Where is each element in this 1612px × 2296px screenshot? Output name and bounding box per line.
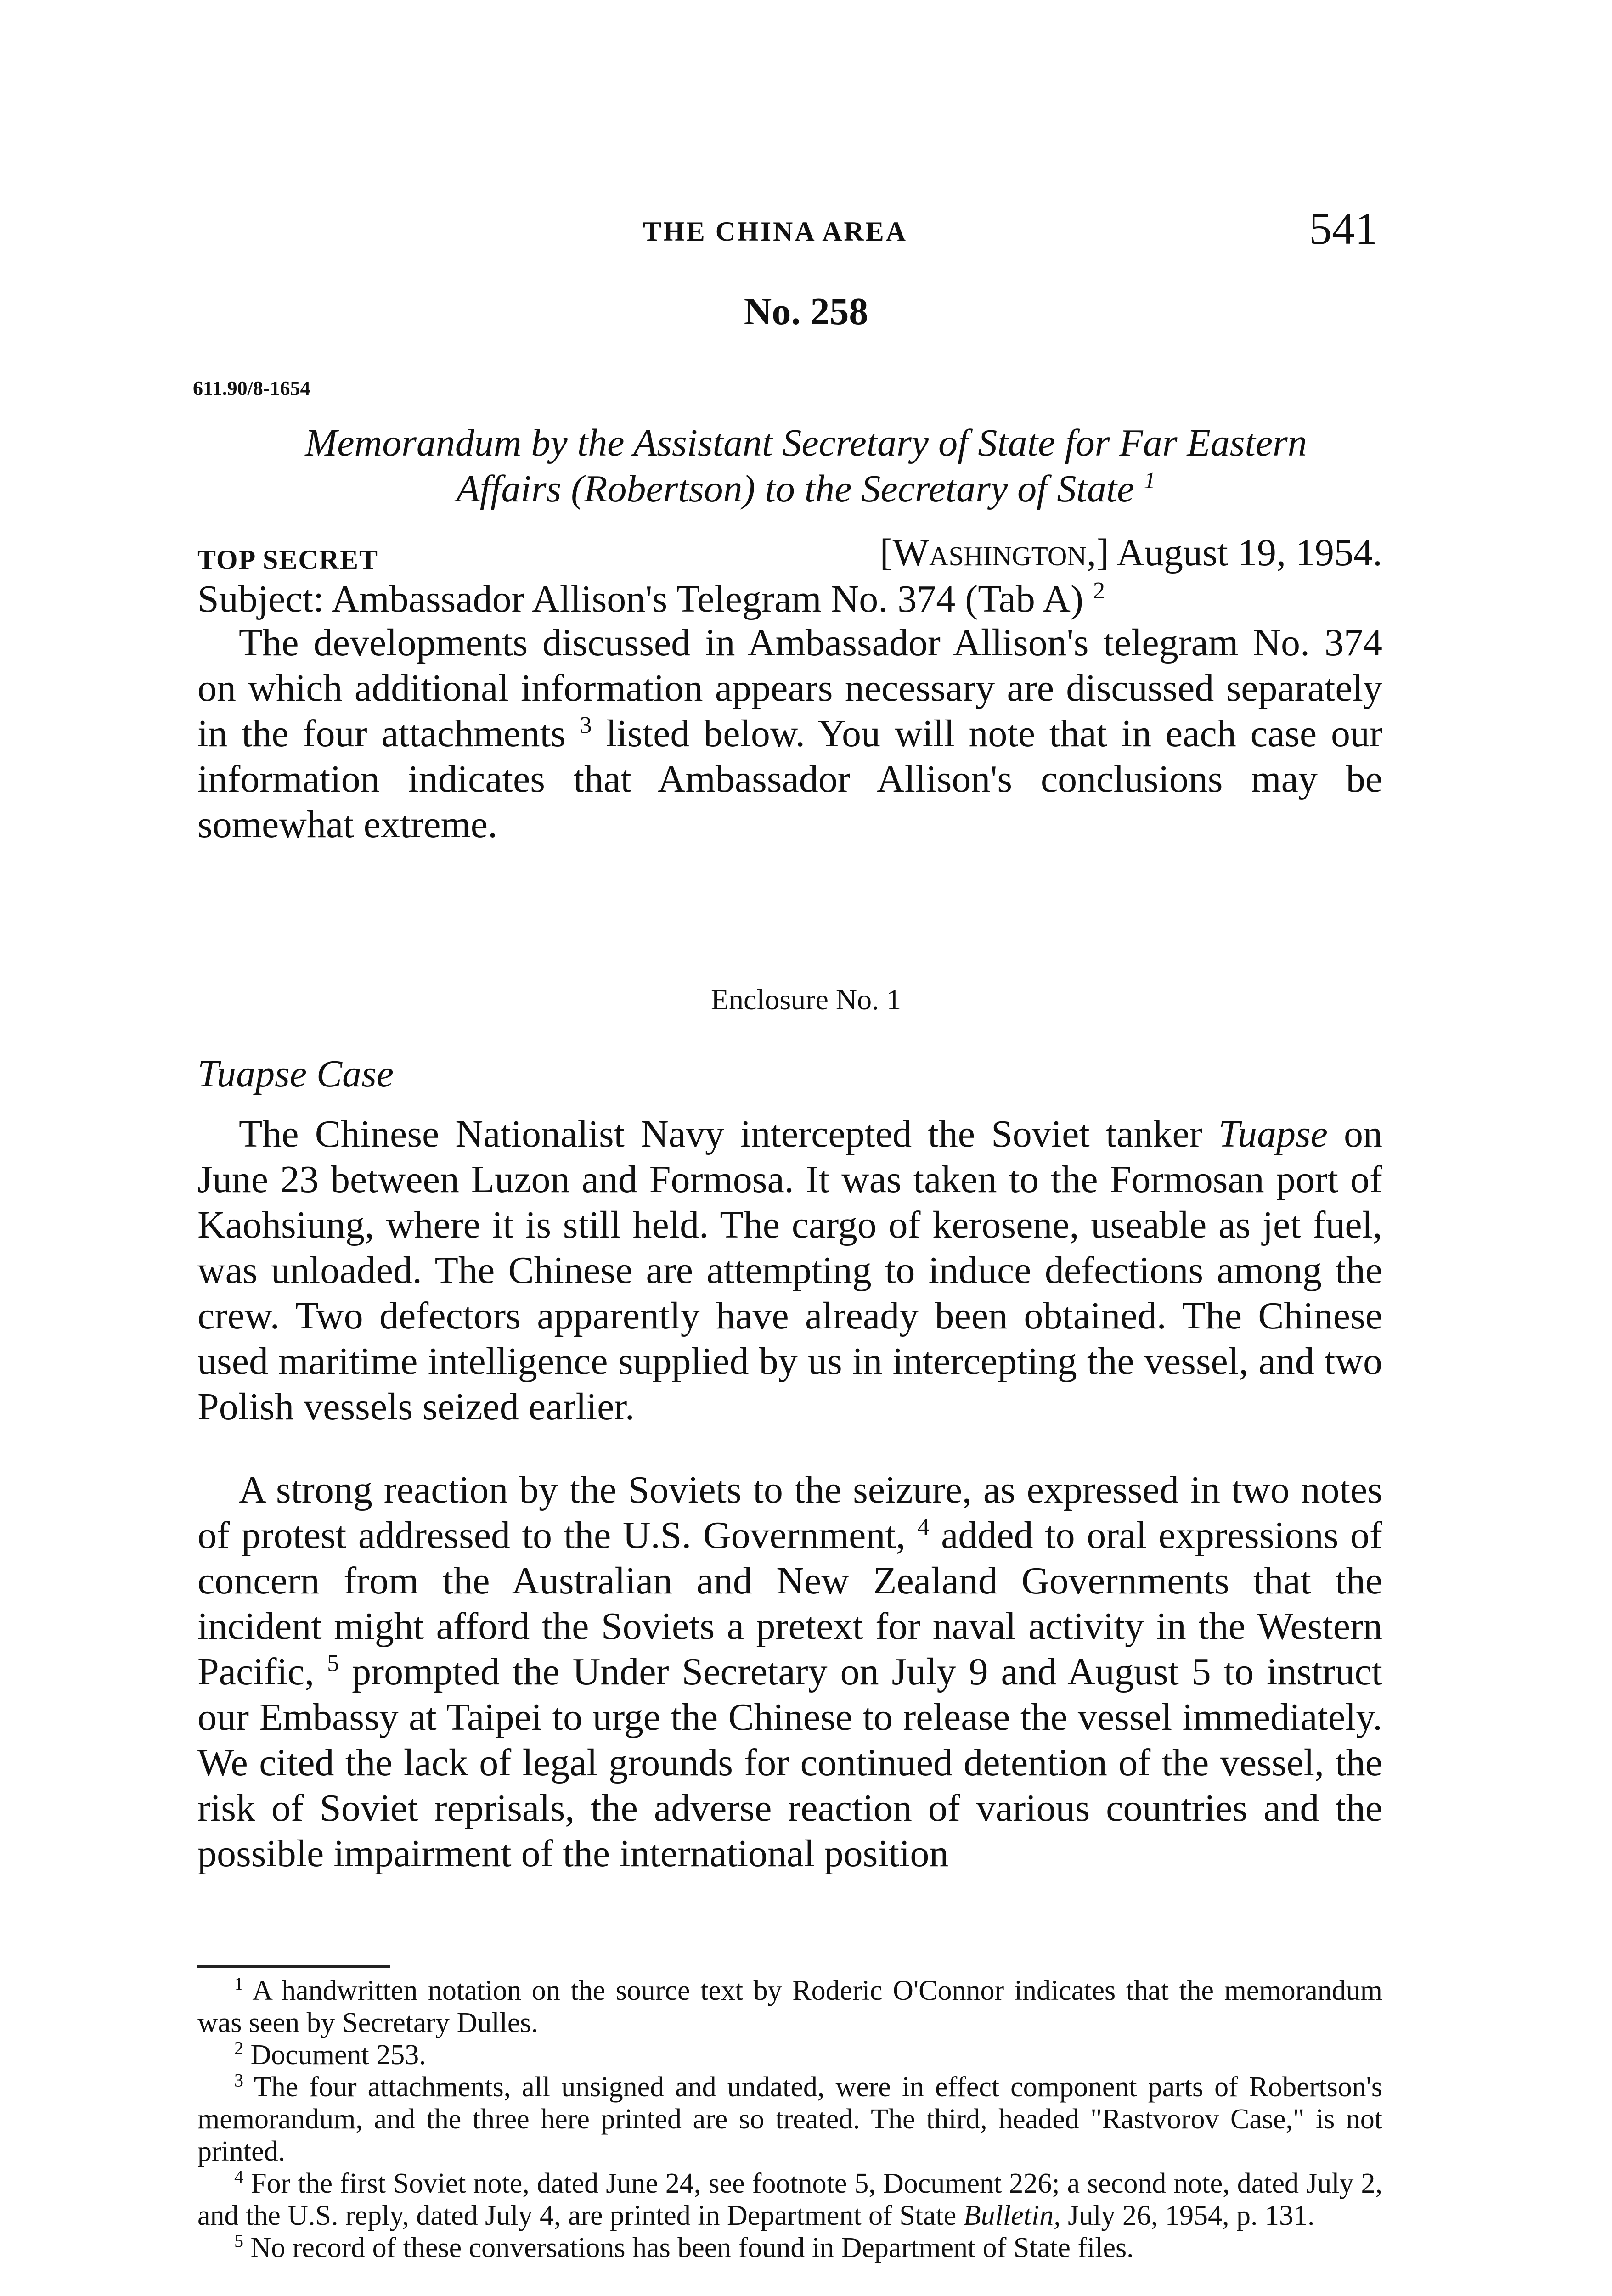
footnote-4-text-1: For the first Soviet note, dated June 24, see footnote 5, Document 226; a second note, dated July 2, and the U.S. reply, dated July 4, are printed in Department of State (197, 2168, 1382, 2231)
footnote-5-text: No record of these conversations has been found in Department of State files. (250, 2232, 1134, 2263)
subject-line (197, 576, 1382, 622)
dateline (880, 530, 1382, 575)
para2-part-1: A strong reaction by the Soviets to the seizure, as expressed in two notes of protest addressed to the U.S. Government, (197, 1469, 1382, 1557)
title-line-1: Memorandum by the Assistant Secretary of State for Far Eastern (305, 422, 1307, 464)
footnote-3-text: The four attachments, all unsigned and undated, were in effect component parts of Robertson's memorandum, and the three here printed are so treated. The third, headed "Rastvorov Case," is not printed. (197, 2071, 1382, 2167)
document-title (230, 420, 1382, 512)
footnote-4-marker: 4 (234, 2166, 243, 2187)
para2-footnote-ref-4: 4 (917, 1514, 930, 1540)
intro-part-2: listed below. You will note that in each case our information indicates that Ambassador Allison's conclusions may be somewhat extreme. (197, 712, 1383, 846)
ship-name: Tuapse (1218, 1113, 1328, 1155)
footnote-2 (197, 2039, 1382, 2071)
para1-part-2: on June 23 between Luzon and Formosa. It was taken to the Formosan port of Kaohsiung, where it is still held. The cargo of kerosene, useable as jet fuel, was unloaded. The Chinese are attempting to induce defections among the crew. Two defectors apparently have already been obtained. The Chinese used maritime intelligence supplied by us in intercepting the vessel, and two Polish vessels seized earlier. (197, 1113, 1383, 1428)
dateline-place: [Washington,] (879, 531, 1109, 574)
dateline-date: August 19, 1954. (1116, 531, 1382, 574)
footnote-2-text: Document 253. (250, 2039, 426, 2071)
subject-text: Subject: Ambassador Allison's Telegram No. 374 (Tab A) (197, 578, 1083, 620)
footnote-1-marker: 1 (234, 1973, 243, 1994)
running-title: THE CHINA AREA (643, 216, 908, 247)
footnote-5 (197, 2232, 1382, 2264)
page-number: 541 (1309, 203, 1378, 254)
intro-paragraph (197, 620, 1382, 847)
para2-footnote-ref-5: 5 (327, 1650, 339, 1677)
file-reference: 611.90/8-1654 (193, 377, 310, 400)
footnote-3-marker: 3 (234, 2070, 243, 2091)
footnote-1 (197, 1975, 1382, 2039)
title-footnote-ref: 1 (1144, 467, 1156, 494)
footnote-5-marker: 5 (234, 2230, 243, 2251)
title-line-2: Affairs (Robertson) to the Secretary of State (456, 467, 1134, 510)
footnote-divider (197, 1965, 390, 1968)
intro-part-1: The developments discussed in Ambassador Allison's telegram No. 374 on which additional information appears necessary are discussed separately in the four attachments (197, 621, 1382, 755)
footnote-4 (197, 2167, 1382, 2232)
intro-footnote-ref: 3 (580, 712, 592, 738)
footnote-4-text-2: July 26, 1954, p. 131. (1068, 2200, 1315, 2231)
footnote-3 (197, 2071, 1382, 2167)
subject-footnote-ref: 2 (1093, 578, 1105, 604)
footnote-2-marker: 2 (234, 2037, 243, 2059)
body-paragraph-1 (197, 1111, 1382, 1429)
para2-part-3: prompted the Under Secretary on July 9 and August 5 to instruct our Embassy at Taipei to urge the Chinese to release the vessel immediately. We cited the lack of legal grounds for continued detention of the vessel, the risk of Soviet reprisals, the adverse reaction of various countries and the possible impairment of the international position (197, 1650, 1383, 1875)
body-paragraph-2 (197, 1467, 1382, 1876)
section-heading: Tuapse Case (197, 1052, 394, 1095)
footnotes (197, 1975, 1382, 2264)
enclosure-label: Enclosure No. 1 (710, 983, 902, 1016)
para1-part-1: The Chinese Nationalist Navy intercepted the Soviet tanker (239, 1113, 1202, 1155)
footnote-4-bulletin: Bulletin, (963, 2200, 1061, 2231)
para2-part-2: added to oral expressions of concern from the Australian and New Zealand Governments that the incident might afford the Soviets a pretext for naval activity in the Western Pacific, (197, 1514, 1383, 1693)
classification: TOP SECRET (197, 545, 379, 575)
document-number: No. 258 (744, 290, 868, 333)
footnote-1-text: A handwritten notation on the source text by Roderic O'Connor indicates that the memorandum was seen by Secretary Dulles. (197, 1975, 1382, 2038)
